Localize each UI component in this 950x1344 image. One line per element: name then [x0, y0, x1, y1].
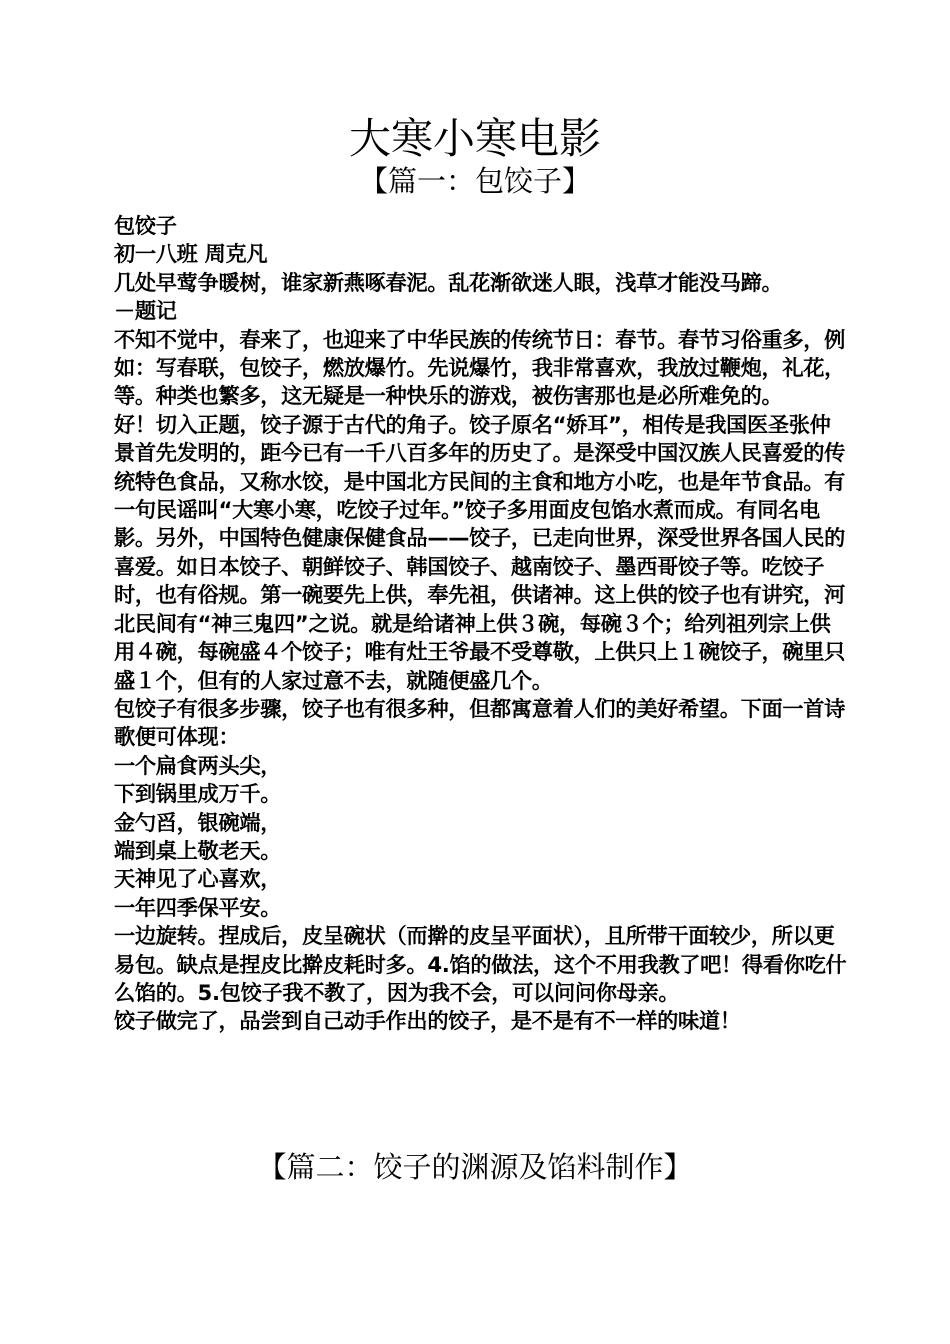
poem-line: 一年四季保平安。 [114, 894, 282, 920]
poem-line: 天神见了心喜欢， [114, 866, 282, 892]
poem-line: 金勺舀，银碗端， [114, 809, 282, 835]
paragraph: 不知不觉中，春来了，也迎来了中华民族的传统节日：春节。春节习俗重多，例如：写春联，包饺子，燃放爆竹。先说爆竹，我非常喜欢，我放过鞭炮，礼花，等。种类也繁多，这无疑是一种快乐的游戏，被伤害那也是必所难免的。 [114, 326, 846, 409]
paragraph: 好！切入正题，饺子源于古代的角子。饺子原名“娇耳”，相传是我国医圣张仲景首先发明的，距今已有一千八百多年的历史了。是深受中国汉族人民喜爱的传统特色食品，又称水饺，是中国北方民间的主食和地方小吃，也是年节食品。有一句民谣叫“大寒小寒，吃饺子过年。”饺子多用面皮包馅水煮而成。有同名电影。另外，中国特色健康保健食品——饺子，已走向世界，深受世界各国人民的喜爱。如日本饺子、朝鲜饺子、韩国饺子、越南饺子、墨西哥饺子等。吃饺子时，也有俗规。第一碗要先上供，奉先祖，供诸神。这上供的饺子也有讲究，河北民间有“神三鬼四”之说。就是给诸神上供３碗，每碗３个；给列祖列宗上供用４碗，每碗盛４个饺子；唯有灶王爷最不受尊敬，上供只上１碗饺子，碗里只盛１个，但有的人家过意不去，就随便盛几个。 [114, 411, 846, 693]
article-body [114, 212, 849, 1036]
section-heading-1: 【篇一：包饺子】 [358, 164, 591, 198]
paragraph: 一边旋转。捏成后，皮呈碗状（而擀的皮呈平面状），且所带干面较少，所以更易包。缺点是捏皮比擀皮耗时多。4.馅的做法，这个不用我教了吧！得看你吃什么馅的。5.包饺子我不教了，因为我不会，可以问问你母亲。 [114, 923, 847, 1005]
paragraph: 包饺子有很多步骤，饺子也有很多种，但都寓意着人们的美好希望。下面一首诗歌便可体现： [114, 695, 846, 750]
document-title: 大寒小寒电影 [348, 114, 601, 163]
epigraph-poem: 几处早莺争暖树，谁家新燕啄春泥。乱花渐欲迷人眼，浅草才能没马蹄。 [114, 269, 783, 295]
poem-line: 端到桌上敬老天。 [114, 837, 282, 863]
article-title: 包饺子 [114, 213, 177, 238]
poem-line: 一个扁食两头尖， [114, 752, 282, 778]
epigraph-label: －题记 [114, 298, 177, 324]
paragraph: 饺子做完了，品尝到自己动手作出的饺子，是不是有不一样的味道！ [114, 1008, 741, 1034]
section-heading-2: 【篇二：饺子的渊源及馅料制作】 [257, 1150, 693, 1184]
article-author: 初一八班 周克凡 [114, 241, 268, 267]
poem-line: 下到锅里成万千。 [114, 781, 282, 807]
